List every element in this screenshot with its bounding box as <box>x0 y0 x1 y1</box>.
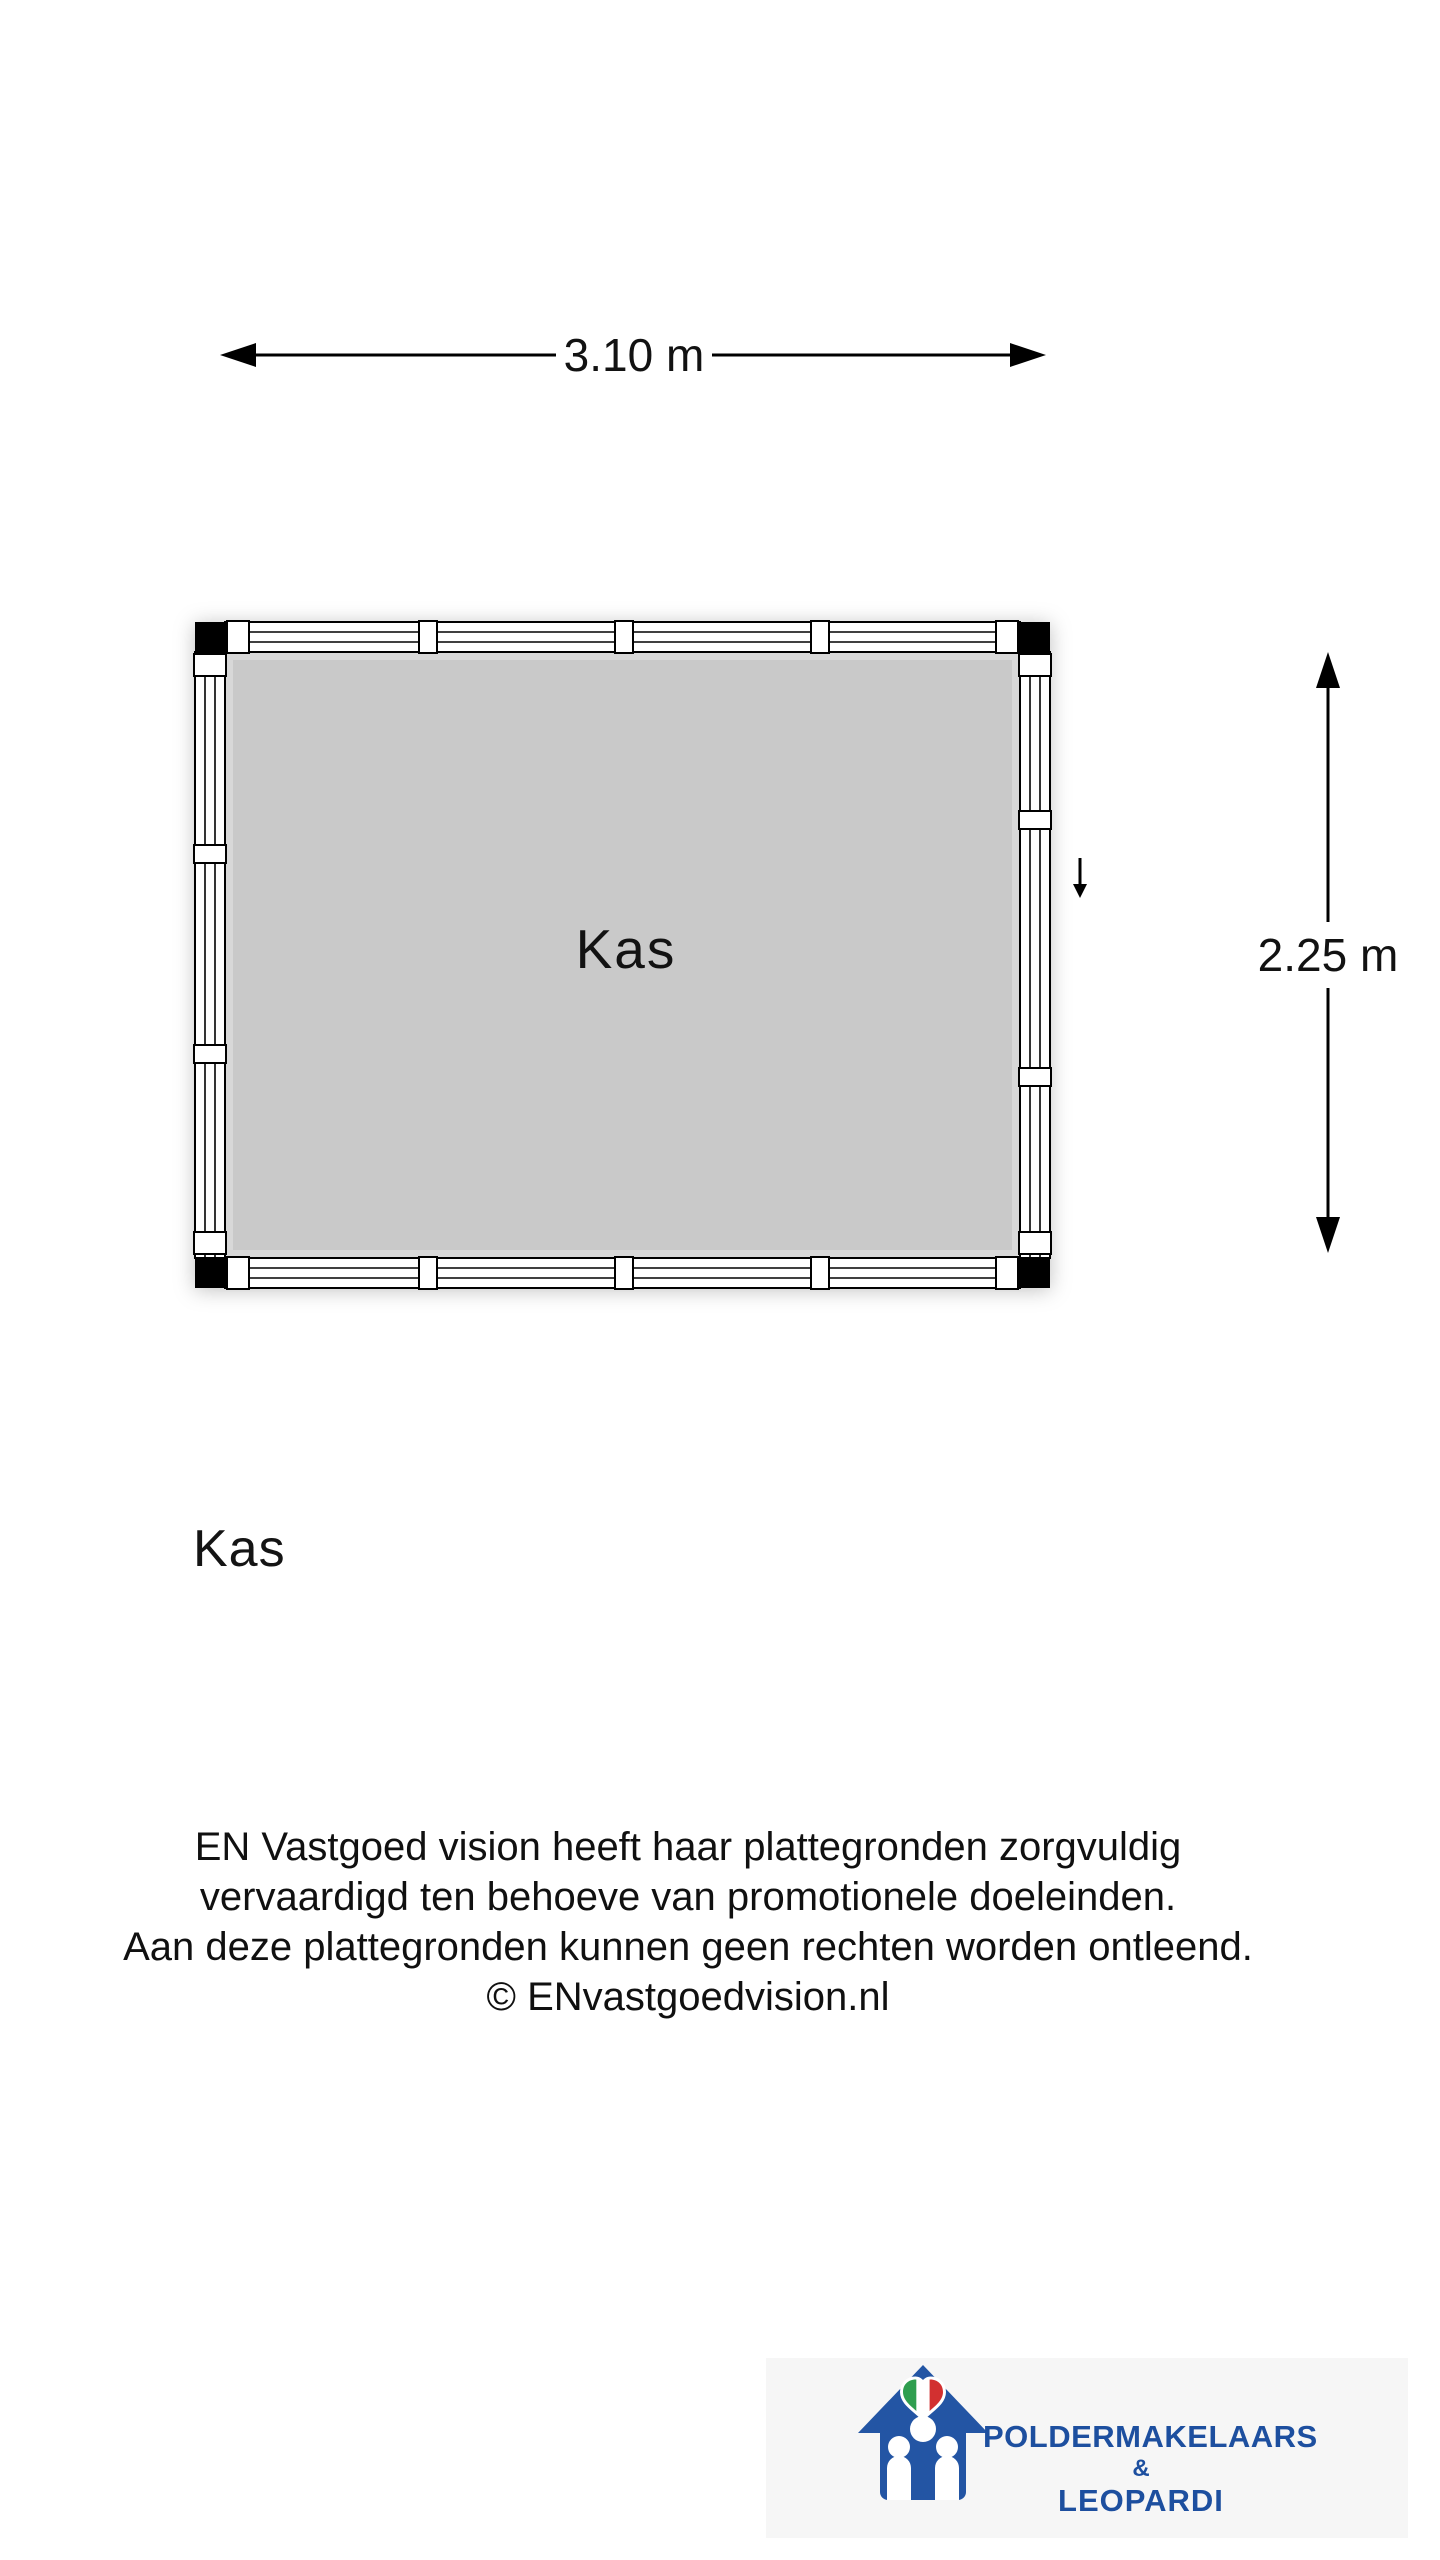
logo-name-line1: POLDERMAKELAARS <box>983 2419 1318 2454</box>
disclaimer-line: vervaardigd ten behoeve van promotionele doeleinden. <box>199 1875 1177 1919</box>
disclaimer-line: © ENvastgoedvision.nl <box>486 1975 890 2019</box>
logo-text <box>983 2419 1318 2519</box>
room-label: Kas <box>575 918 677 980</box>
disclaimer-line: EN Vastgoed vision heeft haar plattegronden zorgvuldig <box>194 1825 1182 1869</box>
house-with-heart-icon <box>858 2365 988 2500</box>
width-dimension-label: 3.10 m <box>563 329 705 381</box>
height-dimension-label: 2.25 m <box>1257 929 1399 981</box>
door-arrow-icon <box>1073 858 1087 898</box>
disclaimer-line: Aan deze plattegronden kunnen geen rechten worden ontleend. <box>123 1925 1253 1969</box>
logo-name-line2: LEOPARDI <box>1058 2483 1224 2518</box>
logo-ampersand: & <box>1132 2455 1150 2482</box>
page-title: Kas <box>193 1520 286 1578</box>
disclaimer <box>6 1822 1370 2022</box>
